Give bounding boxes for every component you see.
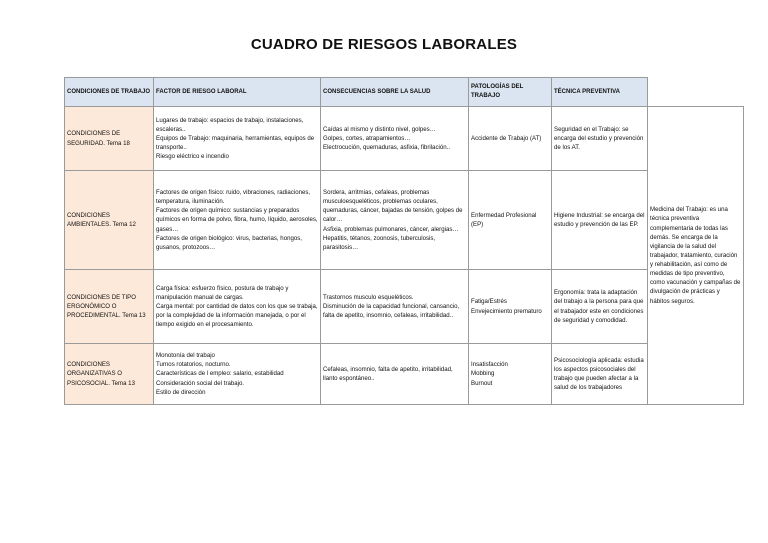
- page-title: CUADRO DE RIESGOS LABORALES: [250, 36, 518, 53]
- factor-cell: Monotonía del trabajo Turnos rotatorios, nocturno. Características de l empleo: salario, estabilidad Consideración social del trabajo. Estilo de dirección: [154, 344, 321, 405]
- medicine-cell: Medicina del Trabajo: es una técnica preventiva complementaria de todas las demás. Se encarga de la vigilancia de la salud del trabajador, tratamiento, curación y rehabilitación, así como de medidas de tipo preventivo, como vacunación y campañas de divulgación de prácticas y hábitos seguros.: [648, 107, 744, 405]
- risk-table: [64, 77, 744, 405]
- header-row: [65, 78, 744, 107]
- header-conditions: CONDICIONES DE TRABAJO: [65, 78, 154, 107]
- header-consequences: CONSECUENCIAS SOBRE LA SALUD: [321, 78, 469, 107]
- technique-cell: Seguridad en el Trabajo: se encarga del estudio y prevención de los AT.: [552, 107, 648, 171]
- pathology-cell: Fatiga/Estrés Envejecimiento prematuro: [469, 270, 552, 344]
- consequences-cell: Caídas al mismo y distinto nivel, golpes… Golpes, cortes, atrapamientos… Electrocución, quemaduras, asfixia, fibrilación..: [321, 107, 469, 171]
- table-row: [65, 270, 744, 344]
- header-technique: TÉCNICA PREVENTIVA: [552, 78, 648, 107]
- condition-cell: CONDICIONES ORGANIZATIVAS O PSICOSOCIAL. Tema 13: [65, 344, 154, 405]
- pathology-cell: Insatisfacción Mobbing Burnout: [469, 344, 552, 405]
- consequences-cell: Trastornos musculo esqueléticos. Disminución de la capacidad funcional, cansancio, falta de apetito, insomnio, cefaleas, irritabilidad..: [321, 270, 469, 344]
- technique-cell: Ergonomía: trata la adaptación del trabajo a la persona para que el trabajador este en condiciones de seguridad y comodidad.: [552, 270, 648, 344]
- condition-cell: CONDICIONES DE SEGURIDAD. Tema 18: [65, 107, 154, 171]
- pathology-cell: Enfermedad Profesional (EP): [469, 171, 552, 270]
- consequences-cell: Cefaleas, insomnio, falta de apetito, irritabilidad, llanto espontáneo..: [321, 344, 469, 405]
- technique-cell: Psicosociología aplicada: estudia los aspectos psicosociales del trabajo que pueden afectar a la salud de los trabajadores: [552, 344, 648, 405]
- table-row: [65, 344, 744, 405]
- technique-cell: Higiene Industrial: se encarga del estudio y prevención de las EP.: [552, 171, 648, 270]
- header-pathology: PATOLOGÍAS DEL TRABAJO: [469, 78, 552, 107]
- condition-cell: CONDICIONES AMBIENTALES. Tema 12: [65, 171, 154, 270]
- table-row: [65, 171, 744, 270]
- header-factor: FACTOR DE RIESGO LABORAL: [154, 78, 321, 107]
- consequences-cell: Sordera, arritmias, cefaleas, problemas musculoesqueléticos, problemas oculares, quemaduras, cáncer, bajadas de tensión, golpes de calor… Asfixia, problemas pulmonares, cáncer, alergias… Hepatitis, tétanos, zoonosis, tuberculosis, parasitosis…: [321, 171, 469, 270]
- table-row: [65, 107, 744, 171]
- pathology-cell: Accidente de Trabajo (AT): [469, 107, 552, 171]
- factor-cell: Factores de origen físico: ruido, vibraciones, radiaciones, temperatura, iluminación. Factores de origen químico: sustancias y preparados químicos en forma de polvo, fibra, humo, líquido, aerosoles, gases… Factores de origen biológico: virus, bacterias, hongos, gusanos, protozoos…: [154, 171, 321, 270]
- condition-cell: CONDICIONES DE TIPO ERGONÓMICO O PROCEDIMENTAL. Tema 13: [65, 270, 154, 344]
- factor-cell: Lugares de trabajo: espacios de trabajo, instalaciones, escaleras.. Equipos de Trabajo: maquinaria, herramientas, equipos de transporte.. Riesgo eléctrico e incendio: [154, 107, 321, 171]
- header-empty: [648, 78, 744, 107]
- factor-cell: Carga física: esfuerzo físico, postura de trabajo y manipulación manual de cargas. Carga mental: por cantidad de datos con los que se trabaja, por la complejidad de la información manejada, o por el tiempo exigido en el procesamiento.: [154, 270, 321, 344]
